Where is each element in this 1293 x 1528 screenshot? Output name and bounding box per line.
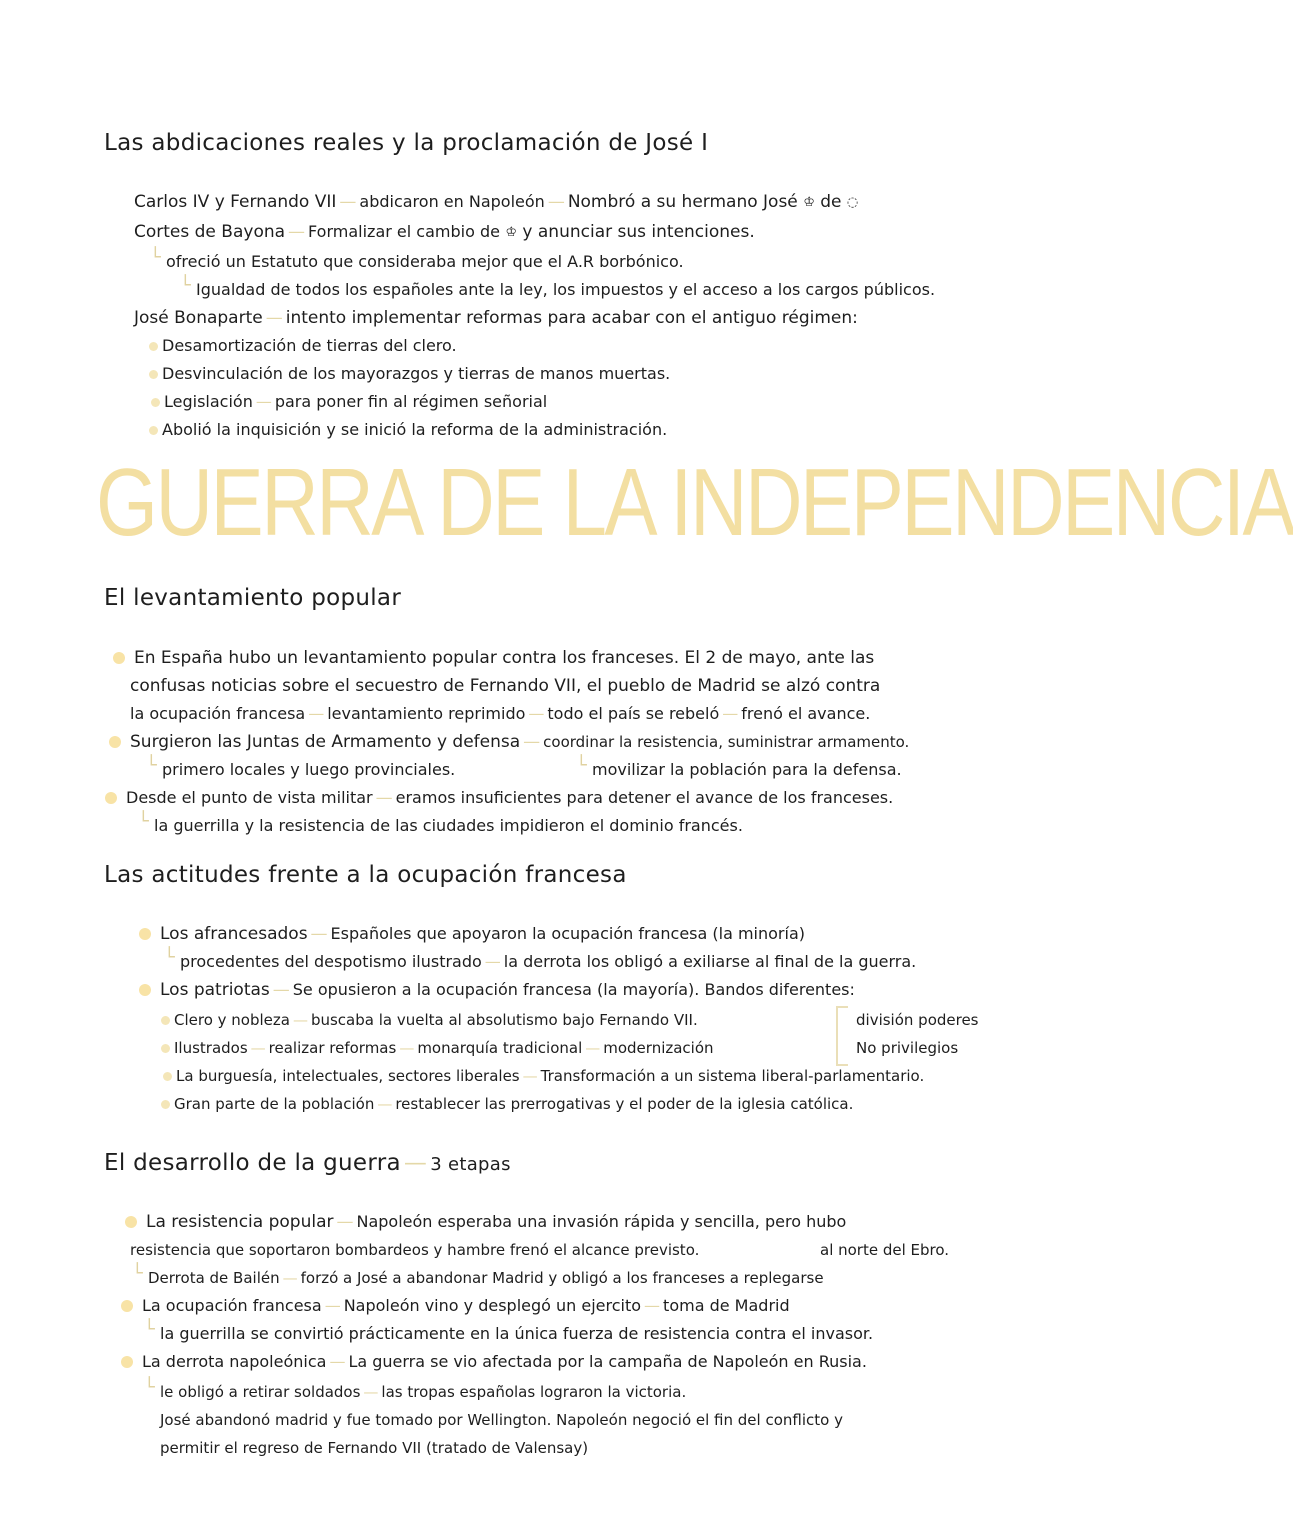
spain-map-icon: ◌ [846,195,859,210]
line-carlos: Carlos IV y Fernando VII — abdicaron en Napoleón — Nombró a su hermano José ♔ de ◌ [134,190,858,215]
list-item-desvinculacion: Desvinculación de los mayorazgos y tierras de manos muertas. [162,362,670,386]
note-ebro: al norte del Ebro. [820,1241,950,1259]
list-item-ilustrados: Ilustrados — realizar reformas — monarquía tradicional — modernización [174,1036,714,1060]
section-title-desarrollo: El desarrollo de la guerra — 3 etapas [104,1150,511,1176]
line-movilizar: └ movilizar la población para la defensa. [592,758,902,782]
paragraph-line-3: la ocupación francesa — levantamiento reprimido — todo el país se rebeló — frenó el avance. [130,704,871,723]
list-item-ocupacion: La ocupación francesa — Napoleón vino y desplegó un ejercito — toma de Madrid [142,1294,790,1318]
list-item-legislacion: Legislación — para poner fin al régimen señorial [164,390,547,414]
list-item-poblacion: Gran parte de la población — restablecer las prerrogativas y el poder de la iglesia católica. [174,1092,853,1116]
line-despotismo: └ procedentes del despotismo ilustrado — la derrota los obligó a exiliarse al final de la guerra. [180,950,916,974]
list-item-desamortizacion: Desamortización de tierras del clero. [162,334,457,358]
brace [836,1006,848,1066]
list-item-juntas: Surgieron las Juntas de Armamento y defensa — coordinar la resistencia, suministrar armamento. [130,732,910,752]
list-item-burguesia: La burguesía, intelectuales, sectores liberales — Transformación a un sistema liberal-parlamentario. [176,1064,924,1088]
line-locales: └ primero locales y luego provinciales. [162,758,455,782]
list-item-clero: Clero y nobleza — buscaba la vuelta al absolutismo bajo Fernando VII. [174,1008,698,1032]
line-guerrilla: └ la guerrilla y la resistencia de las ciudades impidieron el dominio francés. [154,814,743,838]
list-item-derrota: La derrota napoleónica — La guerra se vio afectada por la campaña de Napoleón en Rusia. [142,1350,867,1374]
paragraph-line-1: En España hubo un levantamiento popular contra los franceses. El 2 de mayo, ante las [134,648,875,668]
line-retirar: └ le obligó a retirar soldados — las tropas españolas lograron la victoria. [160,1380,686,1404]
section-title-levantamiento: El levantamiento popular [104,585,402,611]
list-item-patriotas: Los patriotas — Se opusieron a la ocupación francesa (la mayoría). Bandos diferentes: [160,980,855,1000]
note-no-privilegios: No privilegios [856,1039,959,1057]
section-title-abdicaciones: Las abdicaciones reales y la proclamación de José I [104,130,709,156]
list-item-resistencia-popular: La resistencia popular — Napoleón esperaba una invasión rápida y sencilla, pero hubo [146,1212,847,1232]
list-item-militar: Desde el punto de vista militar — eramos insuficientes para detener el avance de los franceses. [126,788,894,808]
line-igualdad: └ Igualdad de todos los españoles ante la ley, los impuestos y el acceso a los cargos públicos. [196,278,935,302]
note-division-poderes: división poderes [856,1011,979,1029]
crown-icon: ♔ [803,195,815,210]
list-item-afrancesados: Los afrancesados — Españoles que apoyaron la ocupación francesa (la minoría) [160,924,805,944]
line-bombardeos: resistencia que soportaron bombardeos y hambre frenó el alcance previsto. [130,1241,700,1259]
paragraph-line-2: confusas noticias sobre el secuestro de Fernando VII, el pueblo de Madrid se alzó contra [130,676,881,696]
section-title-actitudes: Las actitudes frente a la ocupación francesa [104,862,627,888]
line-cortes: Cortes de Bayona — Formalizar el cambio de ♔ y anunciar sus intenciones. [134,220,755,245]
crown-icon: ♔ [505,225,518,240]
page-title: GUERRA DE LA INDEPENDENCIA [96,449,1293,556]
line-estatuto: └ ofreció un Estatuto que consideraba mejor que el A.R borbónico. [166,250,684,274]
line-wellington: José abandonó madrid y fue tomado por Wellington. Napoleón negoció el fin del conflicto y [160,1411,843,1429]
line-bailen: └ Derrota de Bailén — forzó a José a abandonar Madrid y obligó a los franceses a replegarse [148,1266,824,1290]
line-guerrilla-fuerza: └ la guerrilla se convirtió prácticamente en la única fuerza de resistencia contra el invasor. [160,1322,873,1346]
line-valensay: permitir el regreso de Fernando VII (tratado de Valensay) [160,1439,589,1457]
line-jose-bonaparte: José Bonaparte — intento implementar reformas para acabar con el antiguo régimen: [134,308,858,328]
list-item-inquisicion: Abolió la inquisición y se inició la reforma de la administración. [162,418,667,442]
